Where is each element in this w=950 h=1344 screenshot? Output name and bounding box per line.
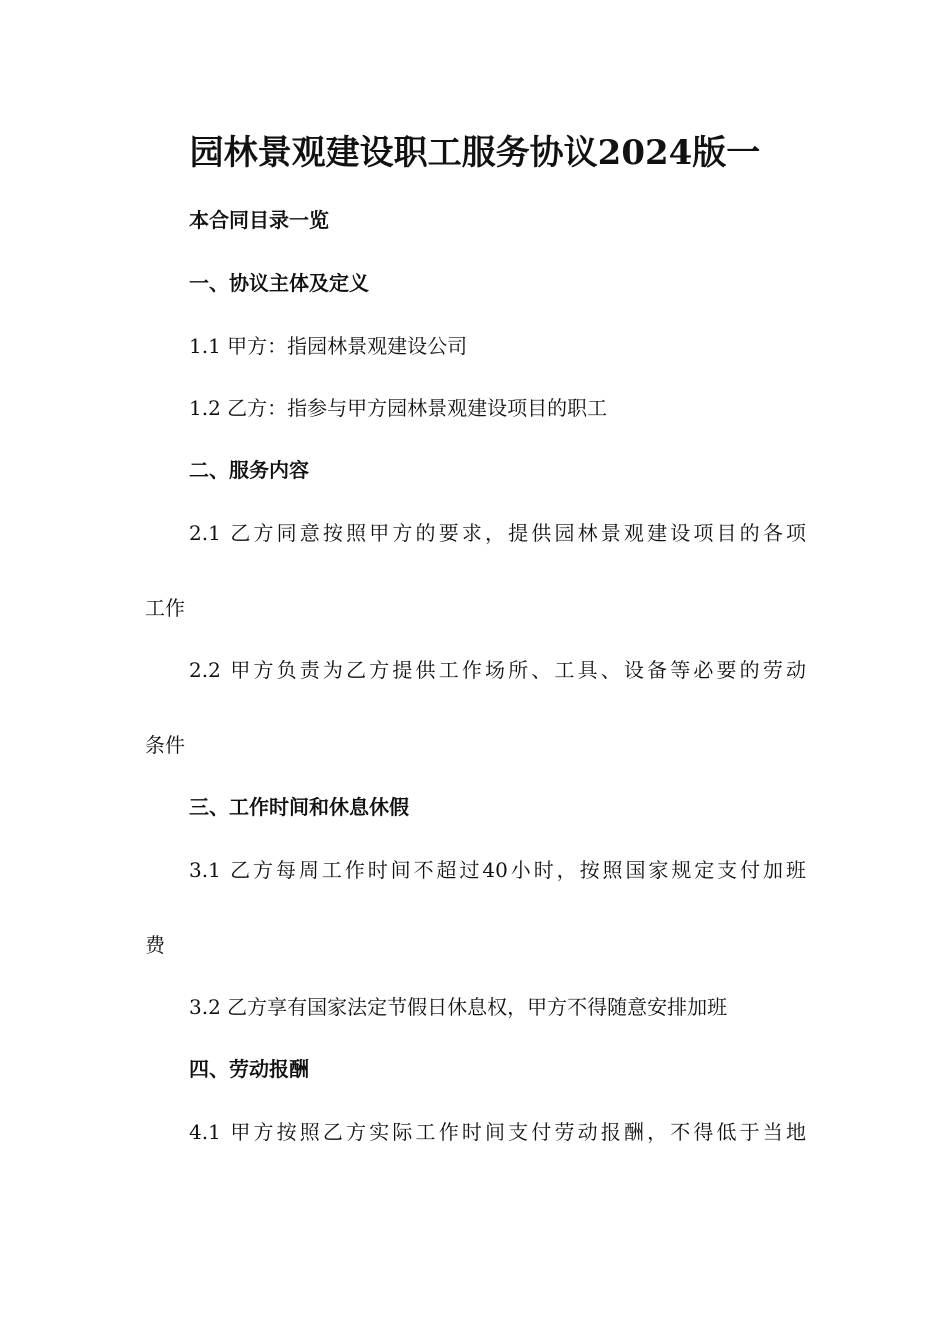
clause-4-1: 4.1 甲方按照乙方实际工作时间支付劳动报酬，不得低于当地 xyxy=(189,1120,806,1144)
clause-2-2-continued: 条件 xyxy=(145,733,185,757)
clause-1-2: 1.2 乙方：指参与甲方园林景观建设项目的职工 xyxy=(189,396,608,420)
clause-2-1: 2.1 乙方同意按照甲方的要求，提供园林景观建设项目的各项 xyxy=(189,521,806,545)
section-heading-2: 二、服务内容 xyxy=(189,458,309,482)
clause-2-2: 2.2 甲方负责为乙方提供工作场所、工具、设备等必要的劳动 xyxy=(189,658,806,682)
section-heading-4: 四、劳动报酬 xyxy=(189,1057,309,1081)
toc-heading: 本合同目录一览 xyxy=(189,208,329,232)
section-heading-3: 三、工作时间和休息休假 xyxy=(189,795,409,819)
document-title: 园林景观建设职工服务协议2024版一 xyxy=(189,133,761,173)
clause-3-1-continued: 费 xyxy=(145,933,165,957)
section-heading-1: 一、协议主体及定义 xyxy=(189,271,369,295)
clause-1-1: 1.1 甲方：指园林景观建设公司 xyxy=(189,334,468,358)
clause-3-1: 3.1 乙方每周工作时间不超过40小时，按照国家规定支付加班 xyxy=(189,858,806,882)
clause-2-1-continued: 工作 xyxy=(145,596,185,620)
clause-3-2: 3.2 乙方享有国家法定节假日休息权，甲方不得随意安排加班 xyxy=(189,995,728,1019)
